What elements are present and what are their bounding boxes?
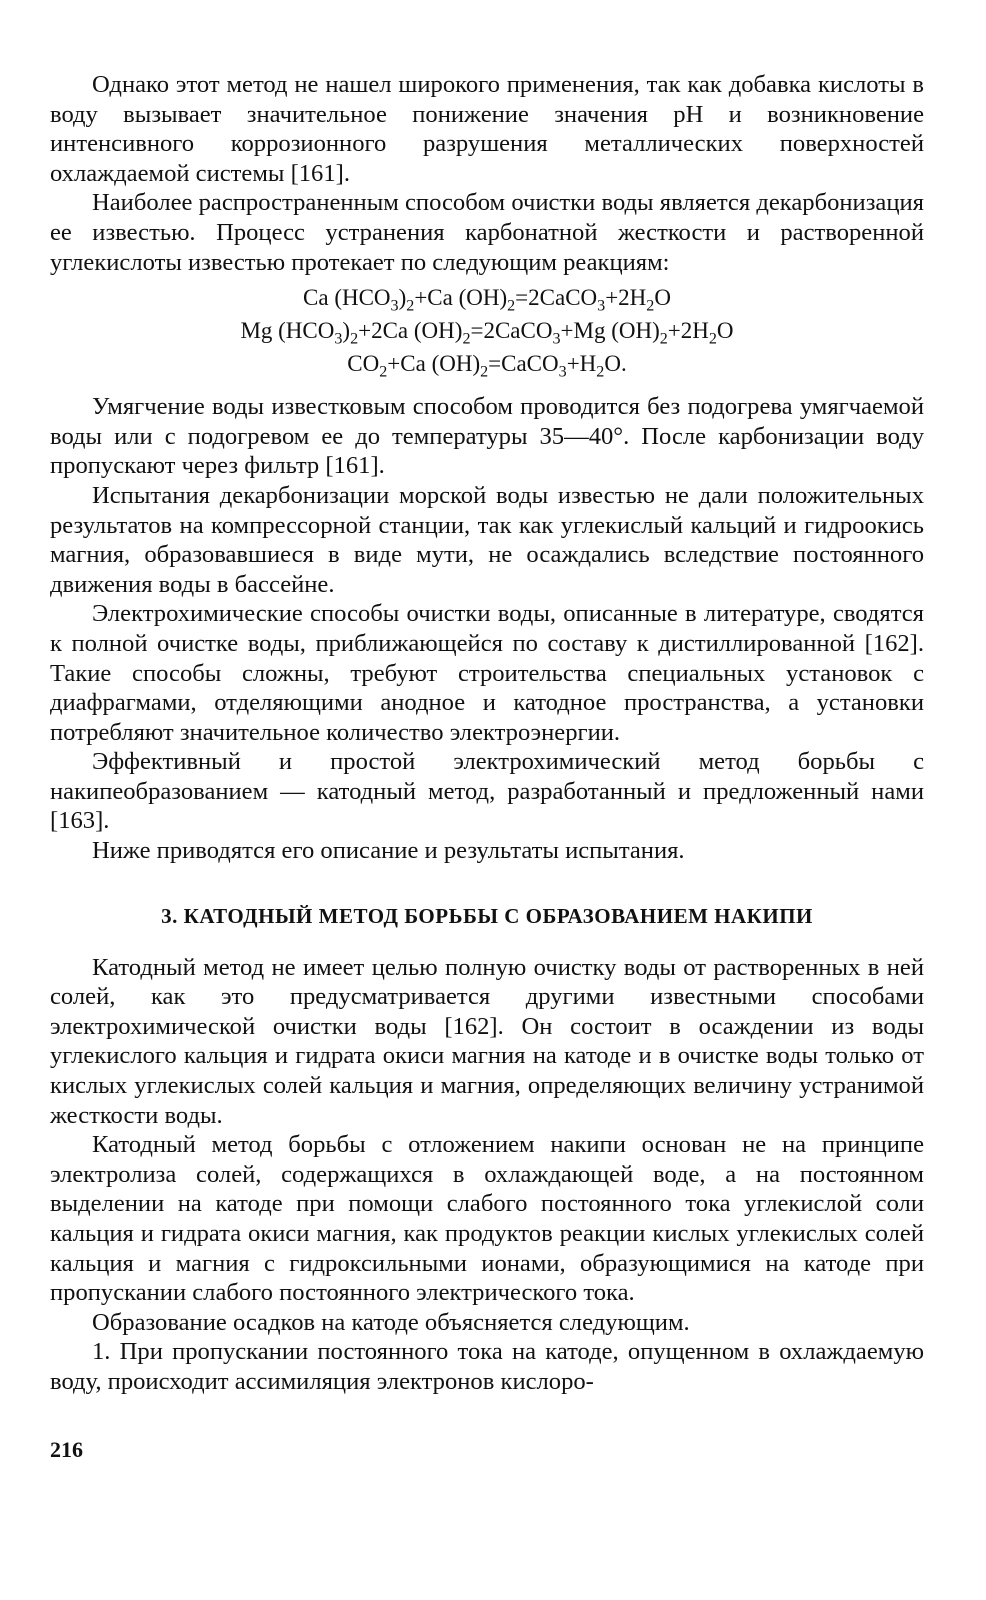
paragraph: Катодный метод не имеет целью полную очистку воды от растворенных в ней солей, как это предусматривается другими известными способами электрохимической очистки воды [162]. Он состоит в осаждении из воды углекислого кальция и гидрата окиси магния на катоде и в очистке воды только от кислых углекислых солей кальция и магния, определяющих величину устранимой жесткости воды. xyxy=(50,953,924,1129)
paragraph: Испытания декарбонизации морской воды известью не дали положительных результатов на компрессорной станции, так как углекислый кальций и гидроокись магния, образовавшиеся в виде мути, не осаждались вследствие постоянного движения воды в бассейне. xyxy=(50,481,924,598)
paragraph: Однако этот метод не нашел широкого применения, так как добавка кислоты в воду вызывает значительное понижение значения pH и возникновение интенсивного коррозионного разрушения металлических поверхностей охлаждаемой системы [161]. xyxy=(50,71,924,187)
paragraph: Электрохимические способы очистки воды, описанные в литературе, сводятся к полной очистке воды, приближающейся по составу к дистиллированной [162]. Такие способы сложны, требуют строительства специальных установок с диафрагмами, отделяющими анодное и катодное пространства, а установки потребляют значительное количество электроэнергии. xyxy=(50,600,924,746)
paragraph: Катодный метод борьбы с отложением накипи основан не на принципе электролиза солей, содержащихся в охлаждающей воде, а на постоянном выделении на катоде при помощи слабого постоянного тока углекислой соли кальция и гидрата окиси магния, как продуктов реакции кислых углекислых солей кальция и магния с гидроксильными ионами, образующимися на катоде при пропускании слабого постоянного электрического тока. xyxy=(50,1131,924,1307)
reaction-equation: $CO_2+Ca$ $(OH)_2=CaCO_3+H_2O$. xyxy=(347,351,627,381)
paragraph: Образование осадков на катоде объясняется следующим. xyxy=(92,1308,690,1336)
paragraph: Умягчение воды известковым способом проводится без подогрева умягчаемой воды или с подогревом ее до температуры 35—40°. После карбонизации воду пропускают через фильтр [161]. xyxy=(50,393,924,480)
section-heading: 3. КАТОДНЫЙ МЕТОД БОРЬБЫ С ОБРАЗОВАНИЕМ НАКИПИ xyxy=(161,903,813,928)
page-number: 216 xyxy=(50,1437,83,1462)
reaction-equations xyxy=(50,281,924,380)
reaction-equation: Mg $(HCO_3)_2+2Ca$ $(OH)_2=2CaCO_3+Mg$ $(OH)_2+2H_2O$ xyxy=(240,318,734,348)
paragraph: Эффективный и простой электрохимический метод борьбы с накипеобразованием — катодный метод, разработанный и предложенный нами [163]. xyxy=(50,748,924,835)
paragraph: 1. При пропускании постоянного тока на катоде, опущенном в охлаждаемую воду, происходит ассимиляция электронов кислоро- xyxy=(50,1338,924,1395)
paragraph: Ниже приводятся его описание и результаты испытания. xyxy=(92,837,685,865)
reaction-equation: Ca $(HCO_3)_2+Ca$ $(OH)_2=2CaCO_3+2H_2O$ xyxy=(303,285,671,315)
paragraph: Наиболее распространенным способом очистки воды является декарбонизация ее известью. Процесс устранения карбонатной жесткости и растворенной углекислоты известью протекает по следующим реакциям: xyxy=(50,189,924,276)
